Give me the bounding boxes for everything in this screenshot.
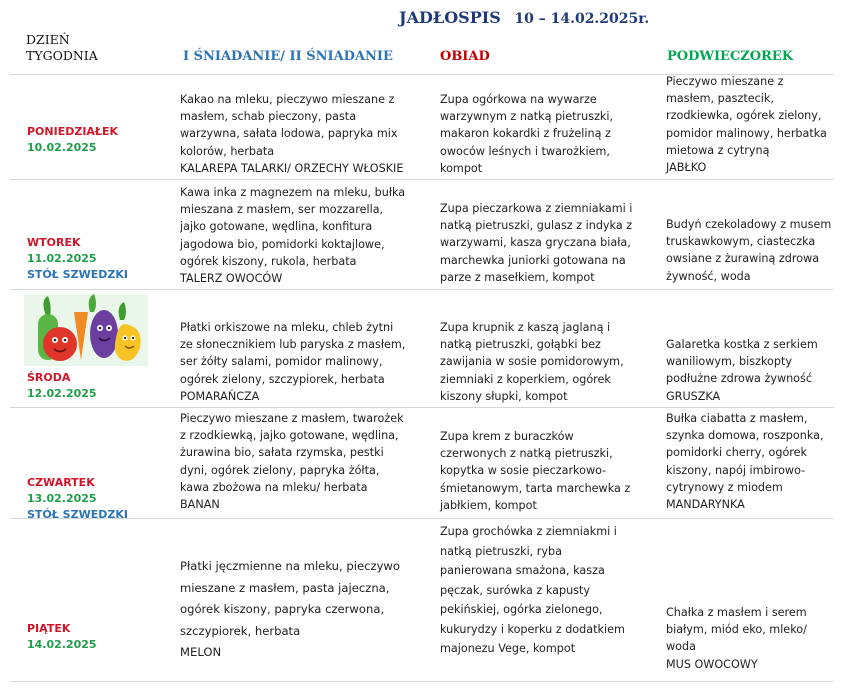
text-line: kolorów, herbata bbox=[180, 144, 275, 158]
text-line: pęczak, surówka z kapusty bbox=[440, 583, 591, 597]
breakfast-cell bbox=[180, 319, 420, 405]
text-line: WTOREK bbox=[27, 236, 81, 249]
text-line: Budyń czekoladowy z musem bbox=[666, 218, 832, 231]
text-line: PONIEDZIAŁEK bbox=[27, 125, 119, 138]
text-line: TALERZ OWOCÓW bbox=[180, 272, 283, 286]
text-line: natką pietruszki, ryba bbox=[440, 544, 562, 558]
text-line: dyni, ogórek zielony, papryka żółta, bbox=[180, 463, 380, 477]
breakfast-cell bbox=[180, 556, 420, 664]
text-line: Płatki orkiszowe na mleku, chleb żytni bbox=[180, 321, 394, 334]
text-line: panierowana smażona, kasza bbox=[440, 564, 605, 577]
text-line: z rzodkiewką, jajko gotowane, wędlina, bbox=[180, 429, 399, 443]
day-label bbox=[27, 124, 118, 156]
header-day: DZIEŃ TYGODNIA bbox=[26, 32, 98, 63]
text-line: warzywami, kasza gryczana biała, bbox=[440, 236, 631, 250]
text-line: MUS OWOCOWY bbox=[666, 657, 758, 671]
text-line: pomidor malinowy, herbatka bbox=[666, 126, 827, 140]
lunch-cell bbox=[440, 200, 662, 286]
text-line: STÓŁ SZWEDZKI bbox=[27, 508, 128, 521]
text-line: CZWARTEK bbox=[27, 476, 95, 489]
text-line: Pieczywo mieszane z masłem, twarożek bbox=[180, 412, 404, 425]
text-line: ogórek kiszony, rukola, herbata bbox=[180, 254, 357, 268]
breakfast-cell bbox=[180, 184, 420, 287]
text-line: 10.02.2025 bbox=[27, 141, 97, 154]
text-line: marchewka juniorki gotowana na bbox=[440, 253, 626, 267]
text-line: podłużne zdrowa żywność bbox=[666, 372, 813, 386]
text-line: rzodkiewka, ogórek zielony, bbox=[666, 109, 822, 123]
text-line: BANAN bbox=[180, 498, 220, 512]
text-line: ŚRODA bbox=[27, 371, 71, 384]
text-line: natką pietruszki, gołąbki bez bbox=[440, 338, 601, 352]
text-line: jajko gotowane, wędlina, konfitura bbox=[180, 220, 373, 234]
text-line: 14.02.2025 bbox=[27, 638, 97, 651]
snack-cell bbox=[666, 410, 836, 513]
text-line: kopytka w sosie pieczarkowo- bbox=[440, 464, 607, 478]
text-line: 13.02.2025 bbox=[27, 492, 97, 505]
text-line: ogórek kiszony, papryka czerwona, bbox=[180, 602, 385, 616]
snack-cell bbox=[666, 73, 836, 176]
text-line: kompot bbox=[440, 161, 483, 175]
lunch-cell bbox=[440, 91, 662, 177]
text-line: KALAREPA TALARKI/ ORZECHY WŁOSKIE bbox=[180, 161, 404, 175]
text-line: ze słonecznikiem lub paryska z masłem, bbox=[180, 338, 406, 352]
text-line: jabłkiem, kompot bbox=[440, 498, 537, 512]
text-line: owoców leśnych i twarożkiem, bbox=[440, 144, 610, 158]
table-row bbox=[10, 179, 834, 290]
day-label bbox=[27, 235, 128, 283]
text-line: Galaretka kostka z serkiem bbox=[666, 338, 818, 351]
text-line: masłem, schab pieczony, pasta bbox=[180, 110, 357, 124]
text-line: ser żółty salami, pomidor malinowy, bbox=[180, 355, 383, 369]
text-line: truskawkowym, ciasteczka bbox=[666, 235, 816, 249]
lunch-cell bbox=[440, 428, 662, 514]
text-line: Chałka z masłem i serem bbox=[666, 606, 807, 619]
day-label bbox=[27, 475, 128, 523]
vegetables-image bbox=[24, 294, 148, 366]
text-line: POMARAŃCZA bbox=[180, 389, 260, 403]
text-line: Zupa krem z buraczków bbox=[440, 430, 574, 443]
header-breakfast: I ŚNIADANIE/ II ŚNIADANIE bbox=[183, 49, 393, 64]
breakfast-cell bbox=[180, 410, 420, 513]
header-lunch: OBIAD bbox=[440, 49, 490, 64]
breakfast-cell bbox=[180, 91, 420, 177]
text-line: Zupa grochówka z ziemniakmi i bbox=[440, 525, 617, 538]
lunch-cell bbox=[440, 319, 662, 405]
text-line: waniliowym, biszkopty bbox=[666, 355, 792, 369]
vegetables-cartoon-icon bbox=[24, 294, 148, 366]
text-line: żywność, woda bbox=[666, 269, 751, 283]
text-line: owsiane z żurawiną zdrowa bbox=[666, 252, 820, 266]
text-line: parze z masełkiem, kompot bbox=[440, 270, 595, 284]
day-label bbox=[27, 621, 97, 653]
title-text: JADŁOSPIS bbox=[399, 8, 501, 27]
text-line: Zupa pieczarkowa z ziemniakami i bbox=[440, 202, 633, 215]
text-line: ziemniaki z koperkiem, ogórek bbox=[440, 372, 611, 386]
text-line: jagodowa bio, pomidorki koktajlowe, bbox=[180, 237, 385, 251]
day-label bbox=[27, 370, 97, 402]
table-row bbox=[10, 289, 834, 408]
text-line: mietowa z cytryną bbox=[666, 143, 770, 157]
text-line: kiszony, napój imbirowo- bbox=[666, 463, 806, 477]
table-header bbox=[10, 30, 834, 74]
snack-cell bbox=[666, 216, 836, 285]
page-title bbox=[399, 8, 649, 27]
text-line: mieszane z masłem, pasta jajeczna, bbox=[180, 580, 390, 595]
text-line: kawa zbożowa na mleku/ herbata bbox=[180, 480, 368, 494]
text-line: warzywnym z natką pietruszki, bbox=[440, 110, 614, 124]
text-line: masłem, pasztecik, bbox=[666, 92, 774, 106]
text-line: STÓŁ SZWEDZKI bbox=[27, 268, 128, 281]
lunch-cell bbox=[440, 522, 662, 659]
text-line: PIĄTEK bbox=[27, 622, 71, 635]
text-line: 11.02.2025 bbox=[27, 252, 97, 265]
text-line: Zupa ogórkowa na wywarze bbox=[440, 93, 597, 106]
text-line: Kakao na mleku, pieczywo mieszane z bbox=[180, 93, 395, 106]
text-line: natką pietruszki, gulasz z indyka z bbox=[440, 219, 633, 233]
text-line: zawijania w sosie pomidorowym, bbox=[440, 355, 624, 369]
text-line: MELON bbox=[180, 645, 222, 659]
text-line: majonezu Vege, kompot bbox=[440, 642, 576, 655]
table-row bbox=[10, 518, 834, 682]
text-line: żurawina bio, sałata rzymska, pestki bbox=[180, 446, 384, 460]
text-line: Kawa inka z magnezem na mleku, bułka bbox=[180, 186, 406, 199]
text-line: cytrynowy z miodem bbox=[666, 480, 783, 494]
text-line: JABŁKO bbox=[666, 161, 707, 175]
text-line: Zupa krupnik z kaszą jaglaną i bbox=[440, 321, 611, 334]
table-row bbox=[10, 407, 834, 519]
text-line: pekińskiej, ogórka zielonego, bbox=[440, 603, 603, 616]
text-line: Bułka ciabatta z masłem, bbox=[666, 412, 808, 425]
text-line: 12.02.2025 bbox=[27, 387, 97, 400]
text-line: Płatki jęczmienne na mleku, pieczywo bbox=[180, 559, 401, 573]
date-range: 10 – 14.02.2025r. bbox=[514, 11, 650, 27]
text-line: GRUSZKA bbox=[666, 389, 721, 403]
text-line: szczypiorek, herbata bbox=[180, 623, 301, 638]
text-line: warzywna, sałata lodowa, papryka mix bbox=[180, 127, 398, 141]
text-line: MANDARYNKA bbox=[666, 498, 745, 512]
text-line: Pieczywo mieszane z bbox=[666, 75, 784, 88]
text-line: pomidorki cherry, ogórek bbox=[666, 446, 808, 460]
text-line: białym, miód eko, mleko/ bbox=[666, 623, 807, 637]
text-line: woda bbox=[666, 640, 696, 654]
text-line: śmietanowym, tarta marchewka z bbox=[440, 481, 631, 495]
text-line: mieszana z masłem, ser mozzarella, bbox=[180, 203, 384, 217]
text-line: szynka domowa, roszponka, bbox=[666, 429, 824, 443]
text-line: kiszony słupki, kompot bbox=[440, 389, 568, 403]
snack-cell bbox=[666, 336, 836, 405]
text-line: czerwonych z natką pietruszki, bbox=[440, 447, 613, 461]
text-line: ogórek zielony, szczypiorek, herbata bbox=[180, 372, 385, 386]
text-line: kukurydzy i koperku z dodatkiem bbox=[440, 622, 625, 636]
snack-cell bbox=[666, 604, 836, 673]
header-snack: PODWIECZOREK bbox=[667, 49, 794, 64]
text-line: makaron kokardki z frużeliną z bbox=[440, 127, 611, 141]
table-row bbox=[10, 74, 834, 180]
